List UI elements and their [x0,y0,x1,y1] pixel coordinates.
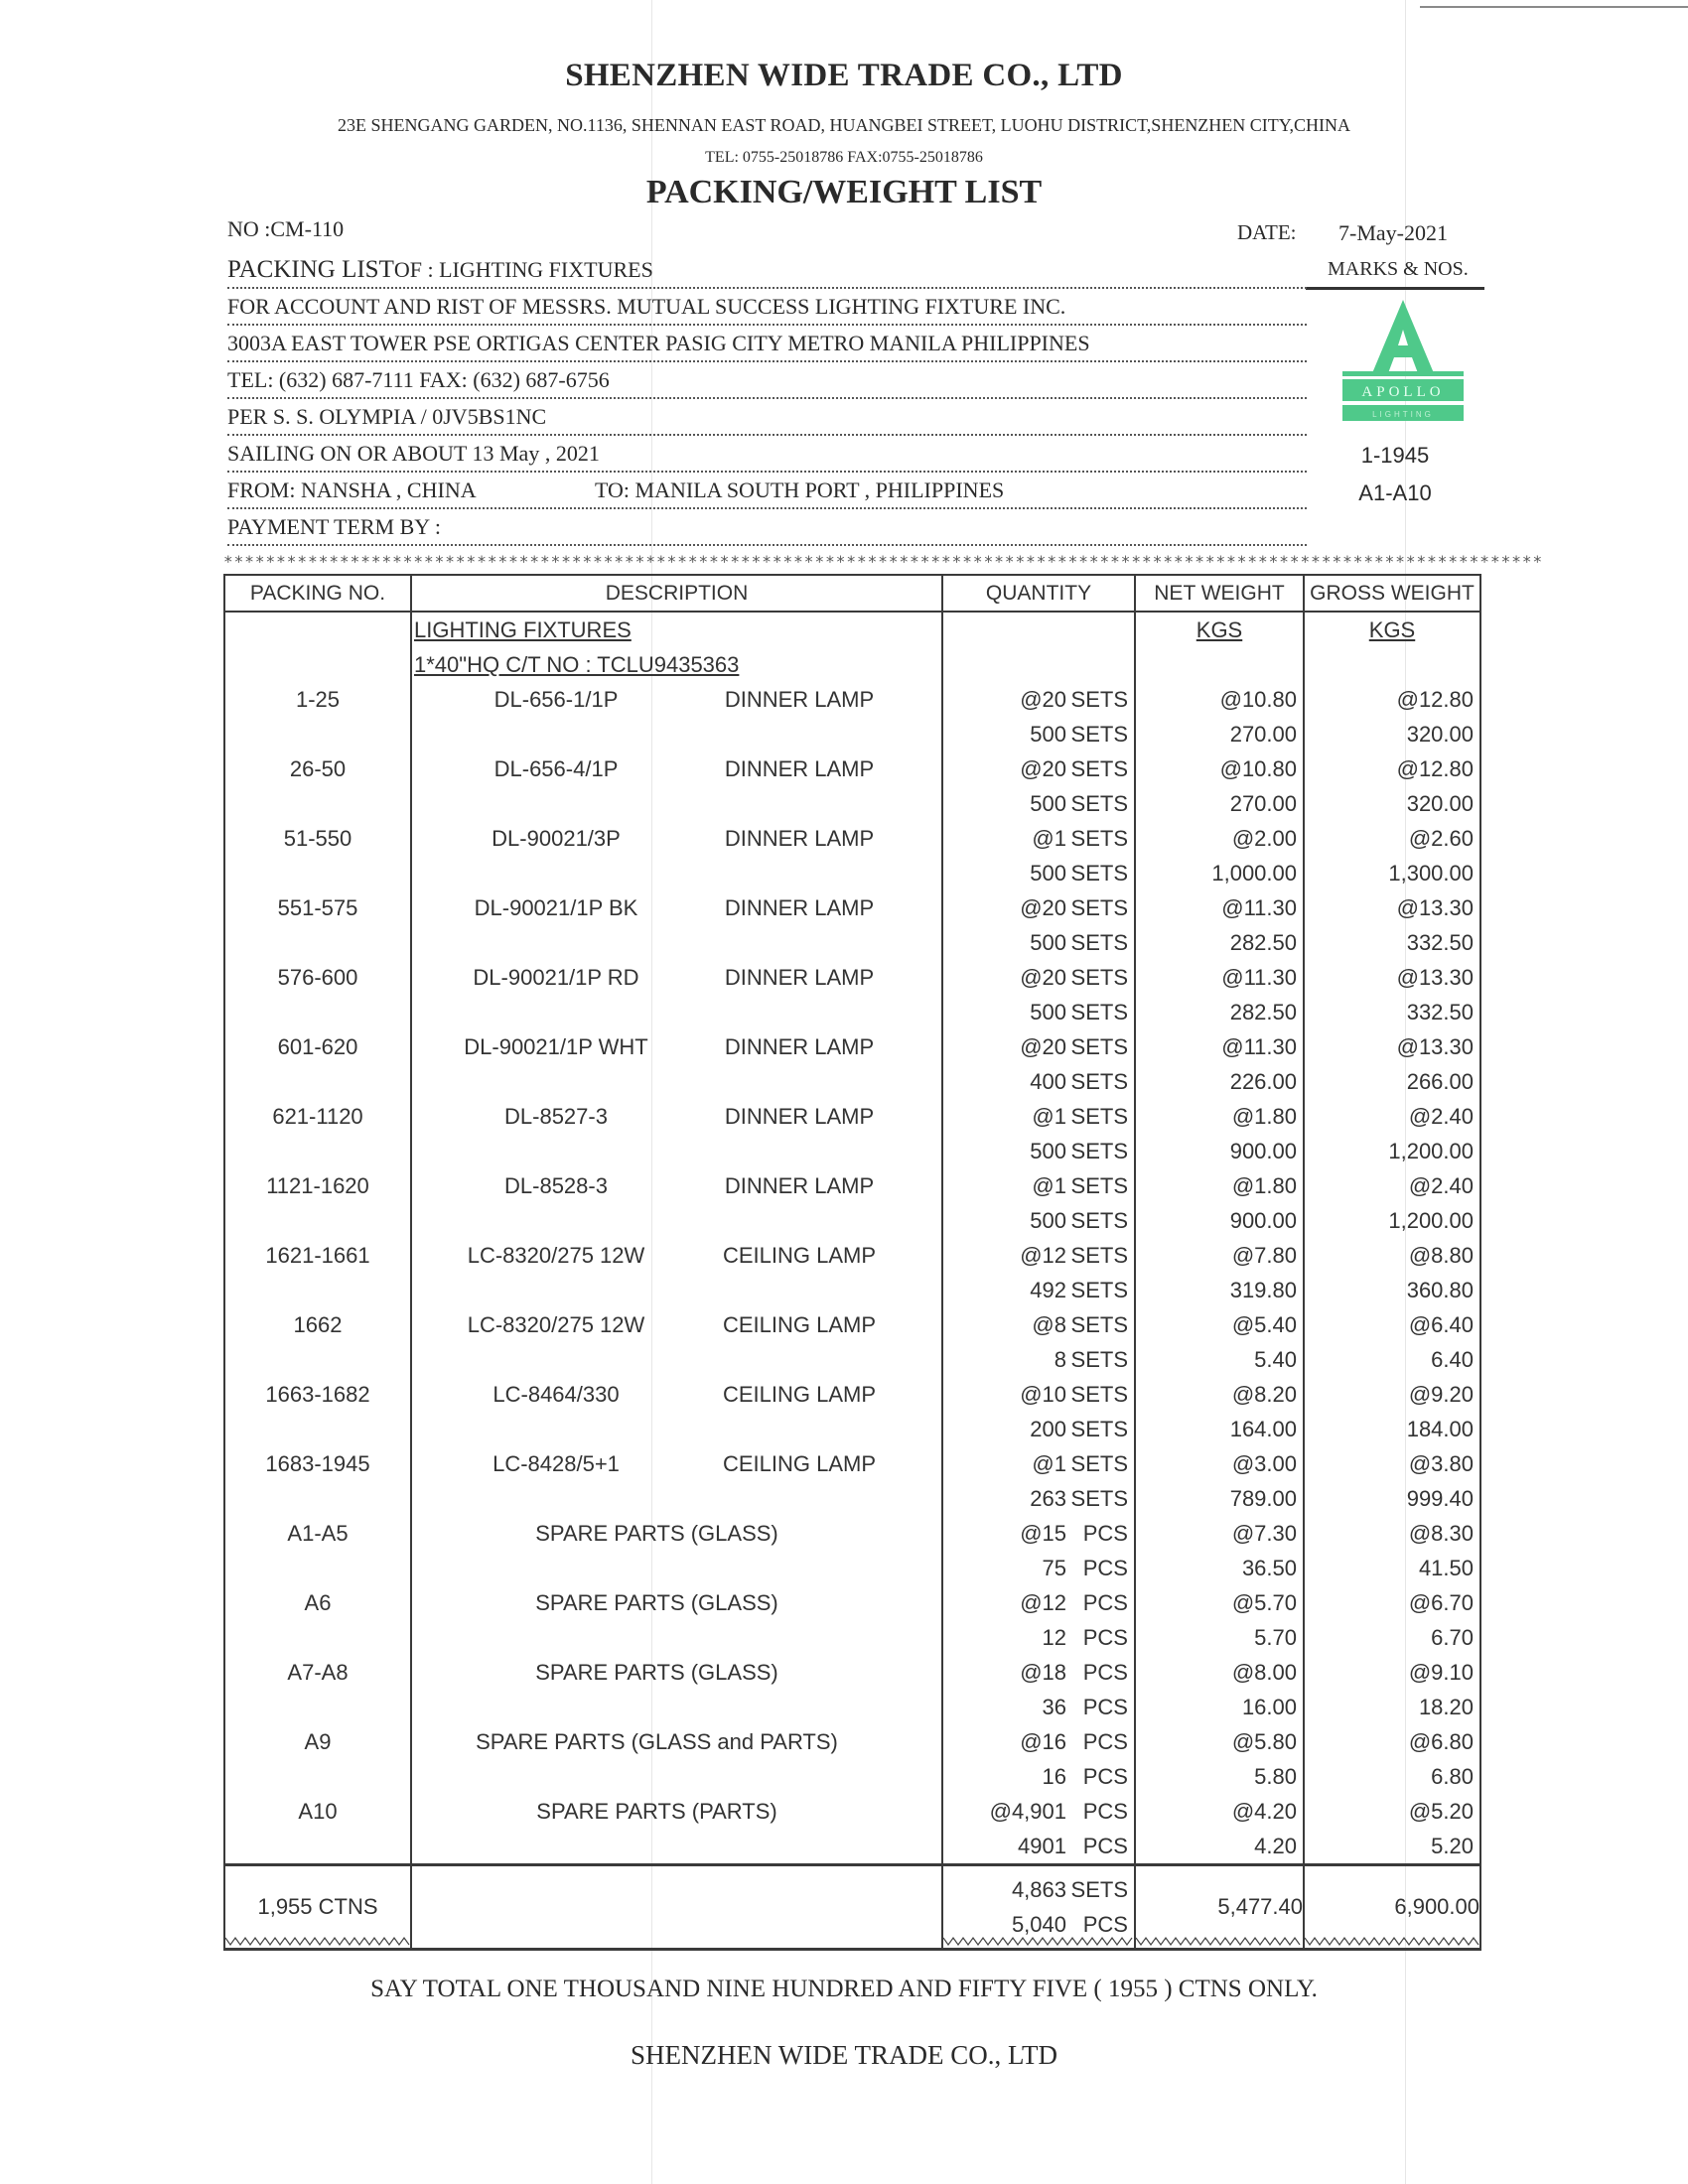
sailing-row: SAILING ON OR ABOUT 13 May , 2021 [227,437,1307,473]
scan-edge-line [1420,6,1688,8]
gross-weight-total: 332.50 [1406,930,1474,955]
net-weight-total: 5.80 [1254,1764,1297,1789]
net-weight-per-carton: @4.20 [1231,1799,1297,1824]
table-row [224,1794,1480,1865]
gross-weight-total: 360.80 [1406,1278,1474,1302]
quantity-total: 500 SETS [1030,791,1128,816]
quantity-per-carton: @1 SETS [1032,1104,1128,1129]
packing-table [223,574,1481,1951]
signature-company: SHENZHEN WIDE TRADE CO., LTD [631,2040,1057,2070]
product-type: CEILING LAMP [722,1382,877,1407]
table-header-row [224,575,1480,612]
quantity-per-carton: @1 SETS [1032,826,1128,851]
net-weight-per-carton: @7.80 [1231,1243,1297,1268]
gross-weight-per-carton: @9.20 [1408,1382,1474,1407]
net-weight-total: 282.50 [1229,930,1297,955]
gross-weight-total: 6.40 [1431,1347,1474,1372]
net-weight-total: 270.00 [1229,722,1297,747]
gross-weight-total: 6.70 [1431,1625,1474,1650]
net-weight-per-carton: @3.00 [1231,1451,1297,1476]
net-weight-total: 36.50 [1241,1556,1297,1580]
account-row: FOR ACCOUNT AND RIST OF MESSRS. MUTUAL SUCCESS LIGHTING FIXTURE INC. [227,290,1307,326]
gross-weight-per-carton: @3.80 [1408,1451,1474,1476]
gross-weight-total: 999.40 [1406,1486,1474,1511]
model-number: DL-90021/1P WHT [464,1034,648,1059]
quantity-per-carton: @15 PCS [1020,1521,1128,1546]
net-weight-total: 900.00 [1229,1208,1297,1233]
quantity-total: 500 SETS [1030,930,1128,955]
gross-weight-per-carton: @12.80 [1396,687,1474,712]
net-weight-per-carton: @8.00 [1231,1660,1297,1685]
quantity-total: 500 SETS [1030,1000,1128,1024]
gross-weight-per-carton: @6.80 [1408,1729,1474,1754]
marks-underline [1306,287,1484,290]
packing-number: A9 [304,1729,332,1754]
table-row [224,1099,1480,1168]
quantity-total: 500 SETS [1030,722,1128,747]
svg-text:APOLLO: APOLLO [1361,384,1445,400]
buyer-tel-fax-row: TEL: (632) 687-7111 FAX: (632) 687-6756 [227,363,1307,399]
quantity-per-carton: @20 SETS [1020,756,1128,781]
quantity-per-carton: @20 SETS [1020,1034,1128,1059]
apollo-logo-icon [1342,296,1464,423]
net-weight-unit: KGS [1196,617,1243,642]
quantity-total: 75 PCS [1042,1556,1128,1580]
product-type: CEILING LAMP [722,1243,877,1268]
quantity-per-carton: @18 PCS [1020,1660,1128,1685]
table-row [224,1446,1480,1516]
gross-weight-per-carton: @9.10 [1408,1660,1474,1685]
gross-weight-total: 41.50 [1418,1556,1474,1580]
gross-weight-per-carton: @8.80 [1408,1243,1474,1268]
product-type: DINNER LAMP [724,1173,875,1198]
packing-list-of: OF : LIGHTING FIXTURES [393,257,653,282]
packing-number: A1-A5 [287,1521,349,1546]
packing-number: 576-600 [277,965,358,990]
table-row [224,1377,1480,1446]
quantity-total: 200 SETS [1030,1417,1128,1441]
totals-row [224,1865,1480,1950]
quantity-per-carton: @1 SETS [1032,1173,1128,1198]
say-total: SAY TOTAL ONE THOUSAND NINE HUNDRED AND FIFTY FIVE ( 1955 ) CTNS ONLY. [370,1976,1318,2002]
spare-part-description: SPARE PARTS (GLASS and PARTS) [476,1729,838,1754]
net-weight-total: 5.70 [1254,1625,1297,1650]
total-gross-weight: 6,900.00 [1394,1894,1479,1919]
table-row [224,1516,1480,1585]
zigzag-mark [1305,1936,1479,1946]
net-weight-per-carton: @5.70 [1231,1590,1297,1615]
net-weight-per-carton: @8.20 [1231,1382,1297,1407]
quantity-total: 16 PCS [1042,1764,1128,1789]
header-net-weight: NET WEIGHT [1135,575,1304,612]
gross-weight-total: 320.00 [1406,791,1474,816]
quantity-total: 400 SETS [1030,1069,1128,1094]
gross-weight-per-carton: @2.60 [1408,826,1474,851]
zigzag-mark [943,1936,1134,1946]
total-pcs: 5,040 PCS [1011,1912,1128,1937]
marks-range-cartons: 1-1945 [1360,443,1430,468]
net-weight-total: 164.00 [1229,1417,1297,1441]
gross-weight-per-carton: @6.40 [1408,1312,1474,1337]
marks-label: MARKS & NOS. [1328,258,1469,280]
model-number: DL-90021/1P BK [474,895,638,920]
gross-weight-per-carton: @2.40 [1408,1104,1474,1129]
svg-text:LIGHTING: LIGHTING [1372,410,1434,419]
gross-weight-total: 1,200.00 [1388,1139,1474,1163]
gross-weight-per-carton: @8.30 [1408,1521,1474,1546]
packing-number: A10 [298,1799,338,1824]
quantity-per-carton: @20 SETS [1020,895,1128,920]
product-type: DINNER LAMP [724,1034,875,1059]
gross-weight-total: 5.20 [1431,1834,1474,1858]
net-weight-per-carton: @7.30 [1231,1521,1297,1546]
net-weight-per-carton: @11.30 [1221,895,1297,920]
net-weight-total: 789.00 [1229,1486,1297,1511]
quantity-total: 500 SETS [1030,1139,1128,1163]
table-row [224,821,1480,890]
gross-weight-per-carton: @5.20 [1408,1799,1474,1824]
gross-weight-per-carton: @6.70 [1408,1590,1474,1615]
quantity-per-carton: @10 SETS [1020,1382,1128,1407]
date-value: 7-May-2021 [1338,220,1448,245]
route-row [227,474,1307,509]
vessel-row: PER S. S. OLYMPIA / 0JV5BS1NC [227,400,1307,436]
table-row [224,960,1480,1029]
packing-number: 1663-1682 [265,1382,370,1407]
spare-part-description: SPARE PARTS (GLASS) [535,1660,778,1685]
quantity-total: 492 SETS [1030,1278,1128,1302]
description-title: LIGHTING FIXTURES [414,617,632,642]
product-type: CEILING LAMP [722,1451,877,1476]
packing-number: 551-575 [277,895,358,920]
gross-weight-per-carton: @13.30 [1396,965,1474,990]
gross-weight-total: 320.00 [1406,722,1474,747]
product-type: DINNER LAMP [724,756,875,781]
company-address: 23E SHENGANG GARDEN, NO.1136, SHENNAN EAST ROAD, HUANGBEI STREET, LUOHU DISTRICT,SHENZHEN CITY,CHINA [338,115,1350,135]
gross-weight-total: 184.00 [1406,1417,1474,1441]
quantity-per-carton: @8 SETS [1032,1312,1128,1337]
gross-weight-total: 1,200.00 [1388,1208,1474,1233]
net-weight-total: 900.00 [1229,1139,1297,1163]
quantity-total: 36 PCS [1042,1695,1128,1719]
table-row [224,1307,1480,1377]
net-weight-per-carton: @1.80 [1231,1173,1297,1198]
model-number: LC-8320/275 12W [467,1243,645,1268]
packing-number: 1683-1945 [265,1451,370,1476]
model-number: DL-90021/3P [492,826,621,851]
spare-part-description: SPARE PARTS (GLASS) [535,1590,778,1615]
product-type: DINNER LAMP [724,826,875,851]
model-number: DL-90021/1P RD [473,965,639,990]
gross-weight-total: 1,300.00 [1388,861,1474,886]
header-description: DESCRIPTION [411,575,942,612]
quantity-total: 500 SETS [1030,861,1128,886]
net-weight-per-carton: @5.80 [1231,1729,1297,1754]
product-type: DINNER LAMP [724,687,875,712]
net-weight-total: 319.80 [1229,1278,1297,1302]
quantity-total: 500 SETS [1030,1208,1128,1233]
model-number: DL-656-1/1P [493,687,619,712]
model-number: LC-8428/5+1 [492,1451,620,1476]
gross-weight-per-carton: @13.30 [1396,895,1474,920]
table-row [224,682,1480,751]
quantity-per-carton: @16 PCS [1020,1729,1128,1754]
zigzag-mark [225,1936,410,1946]
table-row [224,1168,1480,1238]
packing-number: A7-A8 [287,1660,349,1685]
quantity-per-carton: @12 SETS [1020,1243,1128,1268]
packing-number: 51-550 [283,826,352,851]
model-number: LC-8464/330 [492,1382,620,1407]
gross-weight-total: 332.50 [1406,1000,1474,1024]
product-type: DINNER LAMP [724,965,875,990]
company-tel-fax: TEL: 0755-25018786 FAX:0755-25018786 [705,149,983,166]
model-number: DL-8528-3 [504,1173,608,1198]
net-weight-total: 4.20 [1254,1834,1297,1858]
gross-weight-total: 266.00 [1406,1069,1474,1094]
net-weight-total: 282.50 [1229,1000,1297,1024]
product-type: DINNER LAMP [724,1104,875,1129]
packing-list-of-row [227,253,1307,289]
company-name: SHENZHEN WIDE TRADE CO., LTD [565,58,1123,93]
quantity-per-carton: @12 PCS [1020,1590,1128,1615]
net-weight-per-carton: @10.80 [1219,756,1297,781]
packing-number: 1621-1661 [265,1243,370,1268]
quantity-per-carton: @20 SETS [1020,965,1128,990]
spare-part-description: SPARE PARTS (PARTS) [536,1799,777,1824]
net-weight-per-carton: @11.30 [1221,965,1297,990]
marks-range-spares: A1-A10 [1358,480,1432,505]
quantity-total: 12 PCS [1042,1625,1128,1650]
header-gross-weight: GROSS WEIGHT [1304,575,1480,612]
from-port: FROM: NANSHA , CHINA [227,478,477,502]
net-weight-per-carton: @2.00 [1231,826,1297,851]
container-number: 1*40"HQ C/T NO : TCLU9435363 [414,652,740,677]
table-row [224,1655,1480,1724]
model-number: DL-8527-3 [504,1104,608,1129]
net-weight-per-carton: @1.80 [1231,1104,1297,1129]
payment-term-row: PAYMENT TERM BY : [227,510,1307,546]
packing-number: 621-1120 [272,1104,363,1129]
gross-weight-unit: KGS [1368,617,1416,642]
packing-number: 26-50 [289,756,347,781]
table-row [224,1724,1480,1794]
zigzag-mark [1136,1936,1303,1946]
table-row-titles [224,612,1480,682]
table-row [224,1238,1480,1307]
to-port: TO: MANILA SOUTH PORT , PHILIPPINES [595,478,1005,502]
asterisk-separator: ***************************************************************************************************************************** [223,552,1544,571]
net-weight-per-carton: @5.40 [1231,1312,1297,1337]
buyer-address-row: 3003A EAST TOWER PSE ORTIGAS CENTER PASIG CITY METRO MANILA PHILIPPINES [227,327,1307,362]
gross-weight-total: 18.20 [1418,1695,1474,1719]
total-sets: 4,863 SETS [1011,1877,1128,1902]
product-type: CEILING LAMP [722,1312,877,1337]
gross-weight-per-carton: @12.80 [1396,756,1474,781]
table-row [224,1029,1480,1099]
table-row [224,1585,1480,1655]
net-weight-per-carton: @10.80 [1219,687,1297,712]
packing-number: 601-620 [277,1034,358,1059]
total-cartons: 1,955 CTNS [257,1894,378,1919]
net-weight-per-carton: @11.30 [1221,1034,1297,1059]
document-title: PACKING/WEIGHT LIST [645,174,1043,210]
spare-part-description: SPARE PARTS (GLASS) [535,1521,778,1546]
model-number: DL-656-4/1P [493,756,619,781]
quantity-total: 263 SETS [1030,1486,1128,1511]
header-packing-no: PACKING NO. [224,575,411,612]
date-label: DATE: [1237,220,1297,244]
net-weight-total: 270.00 [1229,791,1297,816]
product-type: DINNER LAMP [724,895,875,920]
table-row [224,751,1480,821]
net-weight-total: 226.00 [1229,1069,1297,1094]
quantity-per-carton: @20 SETS [1020,687,1128,712]
quantity-total: 8 SETS [1054,1347,1128,1372]
header-quantity: QUANTITY [942,575,1135,612]
packing-number: 1662 [293,1312,343,1337]
gross-weight-total: 6.80 [1431,1764,1474,1789]
quantity-per-carton: @1 SETS [1032,1451,1128,1476]
packing-number: 1-25 [295,687,341,712]
net-weight-total: 5.40 [1254,1347,1297,1372]
gross-weight-per-carton: @13.30 [1396,1034,1474,1059]
packing-number: A6 [304,1590,332,1615]
document-number: NO :CM-110 [227,216,345,241]
net-weight-total: 16.00 [1241,1695,1297,1719]
packing-number: 1121-1620 [266,1173,369,1198]
total-net-weight: 5,477.40 [1217,1894,1303,1919]
net-weight-total: 1,000.00 [1211,861,1297,886]
model-number: LC-8320/275 12W [467,1312,645,1337]
packing-list-label: PACKING LIST [227,256,394,283]
quantity-per-carton: @4,901 PCS [989,1799,1128,1824]
table-row [224,890,1480,960]
gross-weight-per-carton: @2.40 [1408,1173,1474,1198]
quantity-total: 4901 PCS [1018,1834,1128,1858]
